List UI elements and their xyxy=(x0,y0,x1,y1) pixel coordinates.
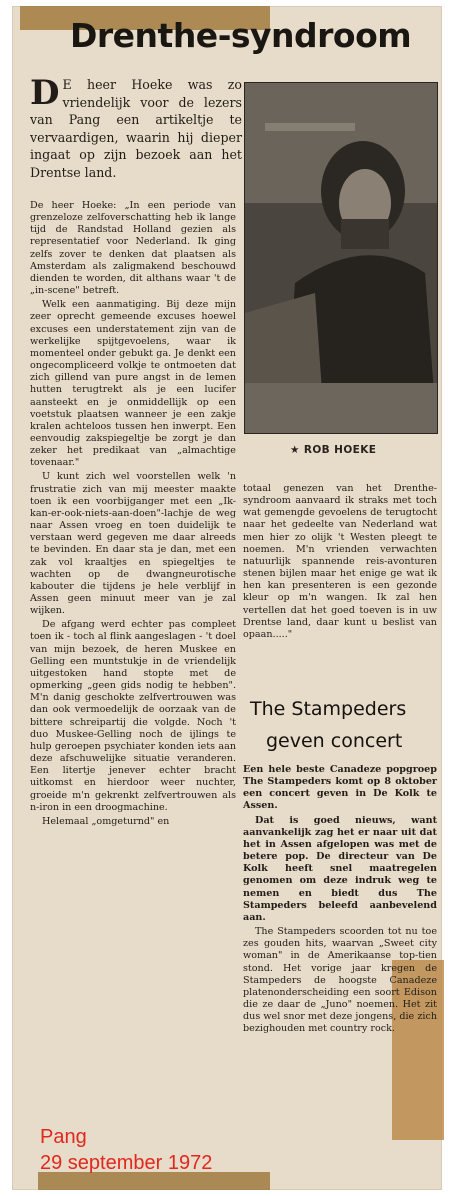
article-column-1 xyxy=(30,200,236,830)
paragraph: The Stampeders scoorden tot nu toe zes gouden hits, waarvan „Sweet city woman" in de Amerikaanse top-tien stond. Het vorige jaar kregen de Stampeders de hoogste Canadeze platenonderscheiding een soort Edison die ze daar de „Juno" noemen. Het zit dus wel snor met deze jongens, die zich bezighouden met country rock. xyxy=(243,926,437,1035)
intro-paragraph xyxy=(30,73,242,182)
paragraph: Dat is goed nieuws, want aanvankelijk zag het er naar uit dat het in Assen afgelopen was met de betere pop. De directeur van De Kolk heeft snel maatregelen genomen om deze indruk weg te nemen en biedt dus The Stampeders beleefd aanbevelend aan. xyxy=(243,814,437,923)
subheading-concert: geven concert xyxy=(266,730,403,752)
intro-text: E heer Hoeke was zo vriendelijk voor de lezers van Pang een artikeltje te vervaardigen, waarin hij dieper ingaat op zijn bezoek aan het Drentse land. xyxy=(30,77,242,180)
article-column-3 xyxy=(243,764,437,1037)
source-publication: Pang xyxy=(40,1126,87,1148)
photo-caption: ★ ROB HOEKE xyxy=(290,444,377,456)
paragraph: De afgang werd echter pas compleet toen ik - toch al flink aangeslagen - 't doel van mijn bezoek, de heren Muskee en Gelling een muntstukje in de vriendelijk uitgestoken hand stopte met de opmerking „geen gids nodig te hebben". M'n danig geschokte zelfvertrouwen was dan ook vermoedelijk de oorzaak van de bittere schreipartij die volgde. Noch 't duo Muskee-Gelling noch de ijlings te hulp geroepen psychiater konden iets aan deze afschuwelijke situatie veranderen. Een litertje jenever echter bracht uitkomst en hierdoor weer nuchter, groeide m'n gekrenkt zelfvertrouwen als n-iron in een droogmachine. xyxy=(30,619,236,813)
subheading-stampeders: The Stampeders xyxy=(250,698,407,720)
drop-cap: D xyxy=(30,73,60,113)
paragraph: Welk een aanmatiging. Bij deze mijn zeer oprecht gemeende excuses hoewel excuses een understatement zijn van de werkelijke spijtgevoelens, waar ik momenteel onder gebukt ga. Je denkt een ongecompliceerd volkje te ontmoeten dat zich gillend van pure angst in de lemen hutten terugtrekt als je een lucifer aansteekt en je onmiddellijk op een voetstuk plaatsen wanneer je een zakje kralen achteloos tussen hen inwerpt. Een eenvoudig zakspiegeltje be zorgt je dan zeker het predikaat van „almachtige tovenaar." xyxy=(30,299,236,469)
headline: Drenthe-syndroom xyxy=(70,16,412,55)
article-column-2 xyxy=(243,483,437,643)
paragraph: De heer Hoeke: „In een periode van grenzeloze zelfoverschatting heb ik lange tijd de Randstad Holland gezien als representatief voor Nederland. Ik ging zelfs zover te denken dat plaatsen als Amsterdam als zaligmakend beschouwd dienden te worden, dit althans waar 't de „in-scene" betreft. xyxy=(30,200,236,297)
photo-rob-hoeke xyxy=(244,82,438,434)
source-date: 29 september 1972 xyxy=(40,1152,213,1174)
paragraph: Helemaal „omgeturnd" en xyxy=(42,815,170,827)
lead-paragraph: Een hele beste Canadeze popgroep The Stampeders komt op 8 oktober een concert geven in De Kolk te Assen. xyxy=(243,764,437,812)
paragraph: totaal genezen van het Drenthe-syndroom aanvaard ik straks met toch wat gemengde gevoelens de terugtocht naar het gedeelte van Nederland wat men hier zo olijk 't Westen pleegt te noemen. M'n vrienden verwachten natuurlijk spannende reis-avonturen stenen bijlen maar het enige ge wat ik hen kan presenteren is een gezonde kleur op m'n wangen. Ik zal hen vertellen dat het goed toeven is in uw Drentse land, daar kunt u beslist van opaan....." xyxy=(243,483,437,640)
paragraph: U kunt zich wel voorstellen welk 'n frustratie zich van mij meester maakte toen ik een voorbijganger met een „Ik-kan-er-ook-niets-aan-doen"-lachje de weg naar Assen vroeg en toen duidelijk te verstaan werd gegeven me daar alreeds te bevinden. En daar sta je dan, met een zak vol kraaltjes en spiegeltjes te wachten op de dwangneurotische kabouter die tijdens je hele verblijf in Assen geen minuut meer van je zal wijken. xyxy=(30,471,236,617)
portrait-illustration xyxy=(245,83,437,433)
